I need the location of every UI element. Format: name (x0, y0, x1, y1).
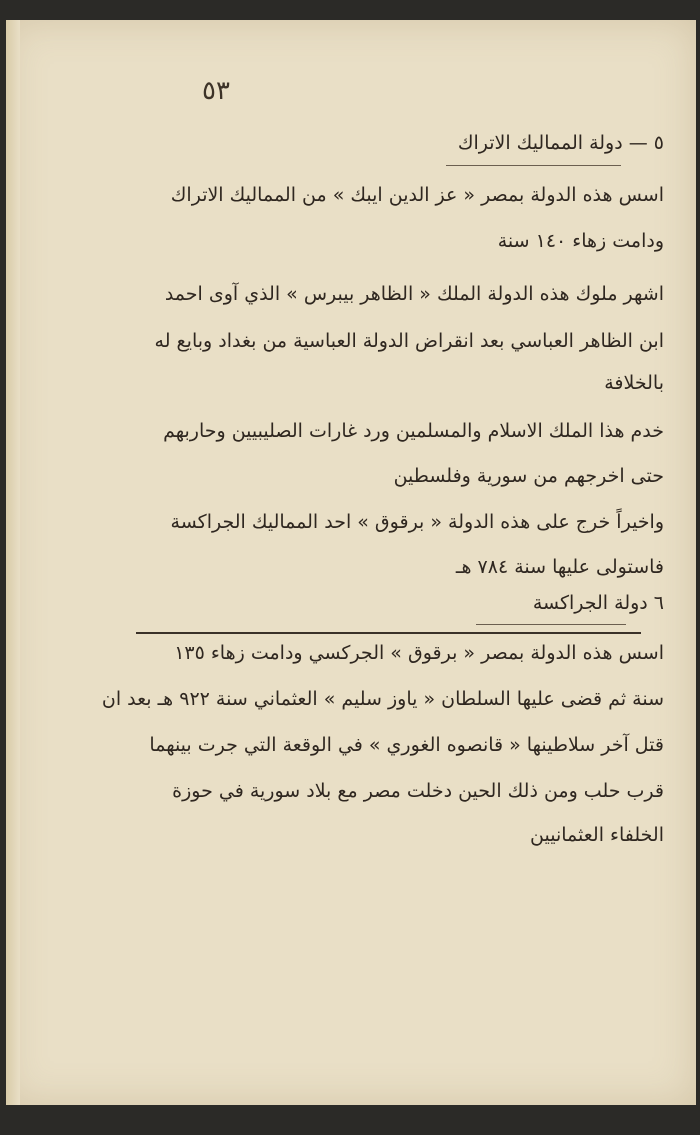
text-line: حتى اخرجهم من سورية وفلسطين (393, 465, 664, 487)
text-line: ابن الظاهر العباسي بعد انقراض الدولة العباسية من بغداد وبايع له (154, 330, 664, 352)
text-line: قتل آخر سلاطينها « قانصوه الغوري » في الوقعة التي جرت بينهما (149, 734, 664, 756)
text-line: اشهر ملوك هذه الدولة الملك « الظاهر بيبرس » الذي آوى احمد (164, 283, 664, 305)
text-line: خدم هذا الملك الاسلام والمسلمين ورد غارات الصليبيين وحاربهم (163, 420, 664, 442)
text-line: سنة ثم قضى عليها السلطان « ياوز سليم » العثماني سنة ٩٢٢ هـ بعد ان (101, 688, 664, 710)
page-number: ٥٣ (202, 76, 230, 106)
page-edge (6, 20, 20, 1105)
heading-underline (476, 624, 626, 625)
text-line: اسس هذه الدولة بمصر « عز الدين ايبك » من المماليك الاتراك (170, 184, 664, 206)
text-line: الخلفاء العثمانيين (530, 824, 664, 846)
section-heading-circassians: ٦ دولة الجراكسة (532, 592, 664, 614)
document-page (6, 20, 696, 1105)
section-divider (136, 632, 641, 634)
text-line: اسس هذه الدولة بمصر « برقوق » الجركسي ودامت زهاء ١٣٥ (174, 642, 664, 664)
text-line: قرب حلب ومن ذلك الحين دخلت مصر مع بلاد سورية في حوزة (172, 780, 664, 802)
text-line: واخيراً خرج على هذه الدولة « برقوق » احد المماليك الجراكسة (170, 511, 664, 533)
text-line: ودامت زهاء ١٤٠ سنة (497, 230, 664, 252)
section-heading-mamluks: ٥ — دولة المماليك الاتراك (457, 132, 664, 154)
text-line: بالخلافة (604, 372, 664, 394)
heading-underline (446, 165, 621, 166)
text-line: فاستولى عليها سنة ٧٨٤ هـ (455, 556, 664, 578)
